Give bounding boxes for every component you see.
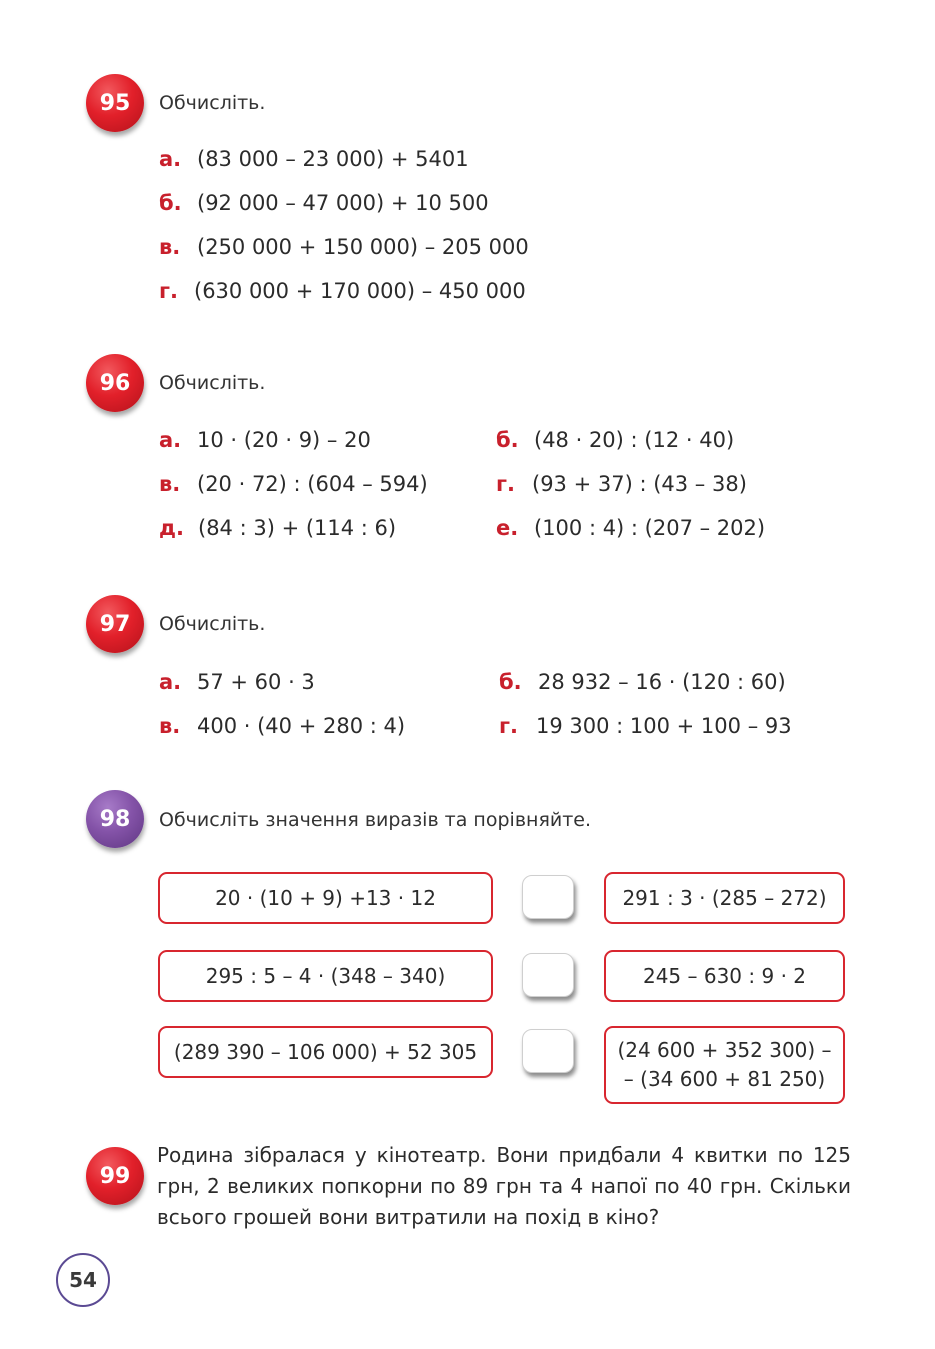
item-expression: 28 932 – 16 · (120 : 60) (538, 670, 786, 694)
item-letter: в. (159, 472, 181, 496)
item-letter: б. (159, 191, 182, 215)
item-expression: 400 · (40 + 280 : 4) (197, 714, 406, 738)
item-expression: (20 · 72) : (604 – 594) (197, 472, 428, 496)
item-letter: г. (159, 279, 178, 303)
page-number: 54 (56, 1253, 110, 1307)
task-96-title: Обчисліть. (159, 372, 266, 394)
task-97-item-b (499, 670, 786, 694)
expression-text: 291 : 3 · (285 – 272) (622, 885, 827, 910)
item-expression: (84 : 3) + (114 : 6) (198, 516, 397, 540)
expression-text-line-1: (24 600 + 352 300) – (617, 1038, 832, 1062)
comparison-answer-box[interactable] (522, 875, 574, 919)
right-expression-box (604, 872, 845, 924)
item-letter: е. (496, 516, 519, 540)
task-96-item-g (496, 472, 747, 496)
item-expression: (92 000 – 47 000) + 10 500 (197, 191, 489, 215)
task-97-title: Обчисліть. (159, 613, 266, 635)
comparison-answer-box[interactable] (522, 953, 574, 997)
task-96-item-d (159, 516, 396, 540)
left-expression-box (158, 872, 493, 924)
task-97-item-a (159, 670, 315, 694)
task-number-96: 96 (86, 354, 144, 412)
task-number-98: 98 (86, 790, 144, 848)
comparison-answer-box[interactable] (522, 1029, 574, 1073)
task-95-item-g (159, 279, 526, 303)
item-expression: (93 + 37) : (43 – 38) (532, 472, 747, 496)
item-expression: (83 000 – 23 000) + 5401 (197, 147, 469, 171)
item-expression: 57 + 60 · 3 (197, 670, 315, 694)
item-expression: (100 : 4) : (207 – 202) (534, 516, 766, 540)
task-96-item-v (159, 472, 428, 496)
task-95-item-v (159, 235, 529, 259)
item-letter: в. (159, 235, 181, 259)
item-letter: а. (159, 147, 182, 171)
task-97-item-v (159, 714, 405, 738)
expression-text-line-2: – (34 600 + 81 250) (623, 1067, 826, 1091)
item-letter: б. (499, 670, 522, 694)
item-letter: г. (496, 472, 515, 496)
item-letter: б. (496, 428, 519, 452)
task-95-item-b (159, 191, 489, 215)
task-96-item-b (496, 428, 734, 452)
task-95-item-a (159, 147, 469, 171)
expression-text: 20 · (10 + 9) +13 · 12 (215, 885, 436, 910)
word-problem-text: Родина зібралася у кінотеатр. Вони придбали 4 квитки по 125 грн, 2 великих попкорни по 89 грн та 4 напої по 40 грн. Скільки всього грошей вони витратили на похід в кіно? (157, 1143, 851, 1229)
item-letter: а. (159, 428, 182, 452)
item-letter: а. (159, 670, 182, 694)
expression-text: 295 : 5 – 4 · (348 – 340) (205, 963, 446, 988)
item-expression: 19 300 : 100 + 100 – 93 (536, 714, 792, 738)
task-97-item-g (499, 714, 792, 738)
item-letter: д. (159, 516, 184, 540)
task-number-95: 95 (86, 74, 144, 132)
item-letter: в. (159, 714, 181, 738)
task-98-title: Обчисліть значення виразів та порівняйте. (159, 809, 592, 831)
task-number-99: 99 (86, 1147, 144, 1205)
task-95-title: Обчисліть. (159, 92, 266, 114)
expression-text: 245 – 630 : 9 · 2 (642, 963, 807, 988)
task-96-item-e (496, 516, 765, 540)
expression-text: (289 390 – 106 000) + 52 305 (173, 1039, 478, 1064)
item-expression: (48 · 20) : (12 · 40) (534, 428, 735, 452)
item-letter: г. (499, 714, 518, 738)
left-expression-box (158, 950, 493, 1002)
left-expression-box (158, 1026, 493, 1078)
item-expression: (630 000 + 170 000) – 450 000 (194, 279, 526, 303)
task-number-97: 97 (86, 595, 144, 653)
item-expression: 10 · (20 · 9) – 20 (197, 428, 371, 452)
right-expression-box (604, 1026, 845, 1104)
right-expression-box (604, 950, 845, 1002)
item-expression: (250 000 + 150 000) – 205 000 (197, 235, 529, 259)
task-96-item-a (159, 428, 371, 452)
